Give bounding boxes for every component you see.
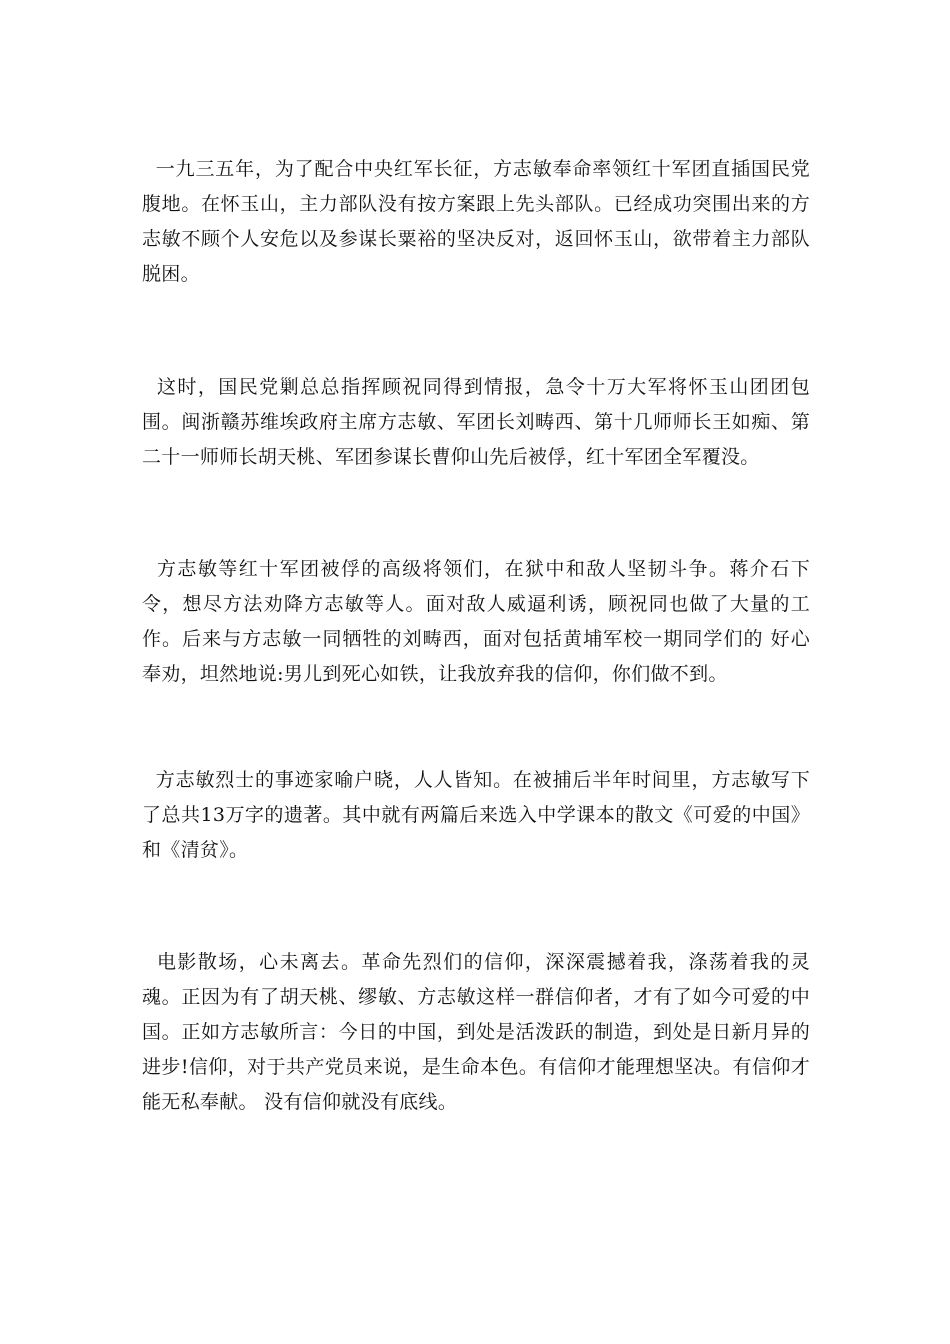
- paragraph-2: 这时，国民党剿总总指挥顾祝同得到情报，急令十万大军将怀玉山团团包围。闽浙赣苏维埃政府主席方志敏、军团长刘畴西、第十几师师长王如痴、第二十一师师长胡天桃、军团参谋长曹仰山先后被俘，红十军团全军覆没。: [142, 376, 810, 468]
- paragraph-4: 方志敏烈士的事迹家喻户晓，人人皆知。在被捕后半年时间里，方志敏写下了总共13万字的遗著。其中就有两篇后来选入中学课本的散文《可爱的中国》和《清贫》。: [142, 769, 810, 861]
- paragraph-1: 一九三五年，为了配合中央红军长征，方志敏奉命率领红十军团直插国民党腹地。在怀玉山，主力部队没有按方案跟上先头部队。已经成功突围出来的方志敏不顾个人安危以及参谋长粟裕的坚决反对，返回怀玉山，欲带着主力部队脱困。: [142, 158, 810, 285]
- paragraph-5: 电影散场，心未离去。革命先烈们的信仰，深深震撼着我，涤荡着我的灵魂。正因为有了胡天桃、缪敏、方志敏这样一群信仰者，才有了如今可爱的中国。正如方志敏所言：今日的中国，到处是活泼跃的制造，到处是日新月异的进步!信仰，对于共产党员来说，是生命本色。有信仰才能理想坚决。有信仰才能无私奉献。 没有信仰就没有底线。: [142, 951, 810, 1113]
- paragraph-3: 方志敏等红十军团被俘的高级将领们，在狱中和敌人坚韧斗争。蒋介石下令，想尽方法劝降方志敏等人。面对敌人威逼利诱，顾祝同也做了大量的工作。后来与方志敏一同牺牲的刘畴西，面对包括黄埔军校一期同学们的 好心 奉劝，坦然地说:男儿到死心如铁，让我放弃我的信仰，你们做不到。: [142, 558, 817, 685]
